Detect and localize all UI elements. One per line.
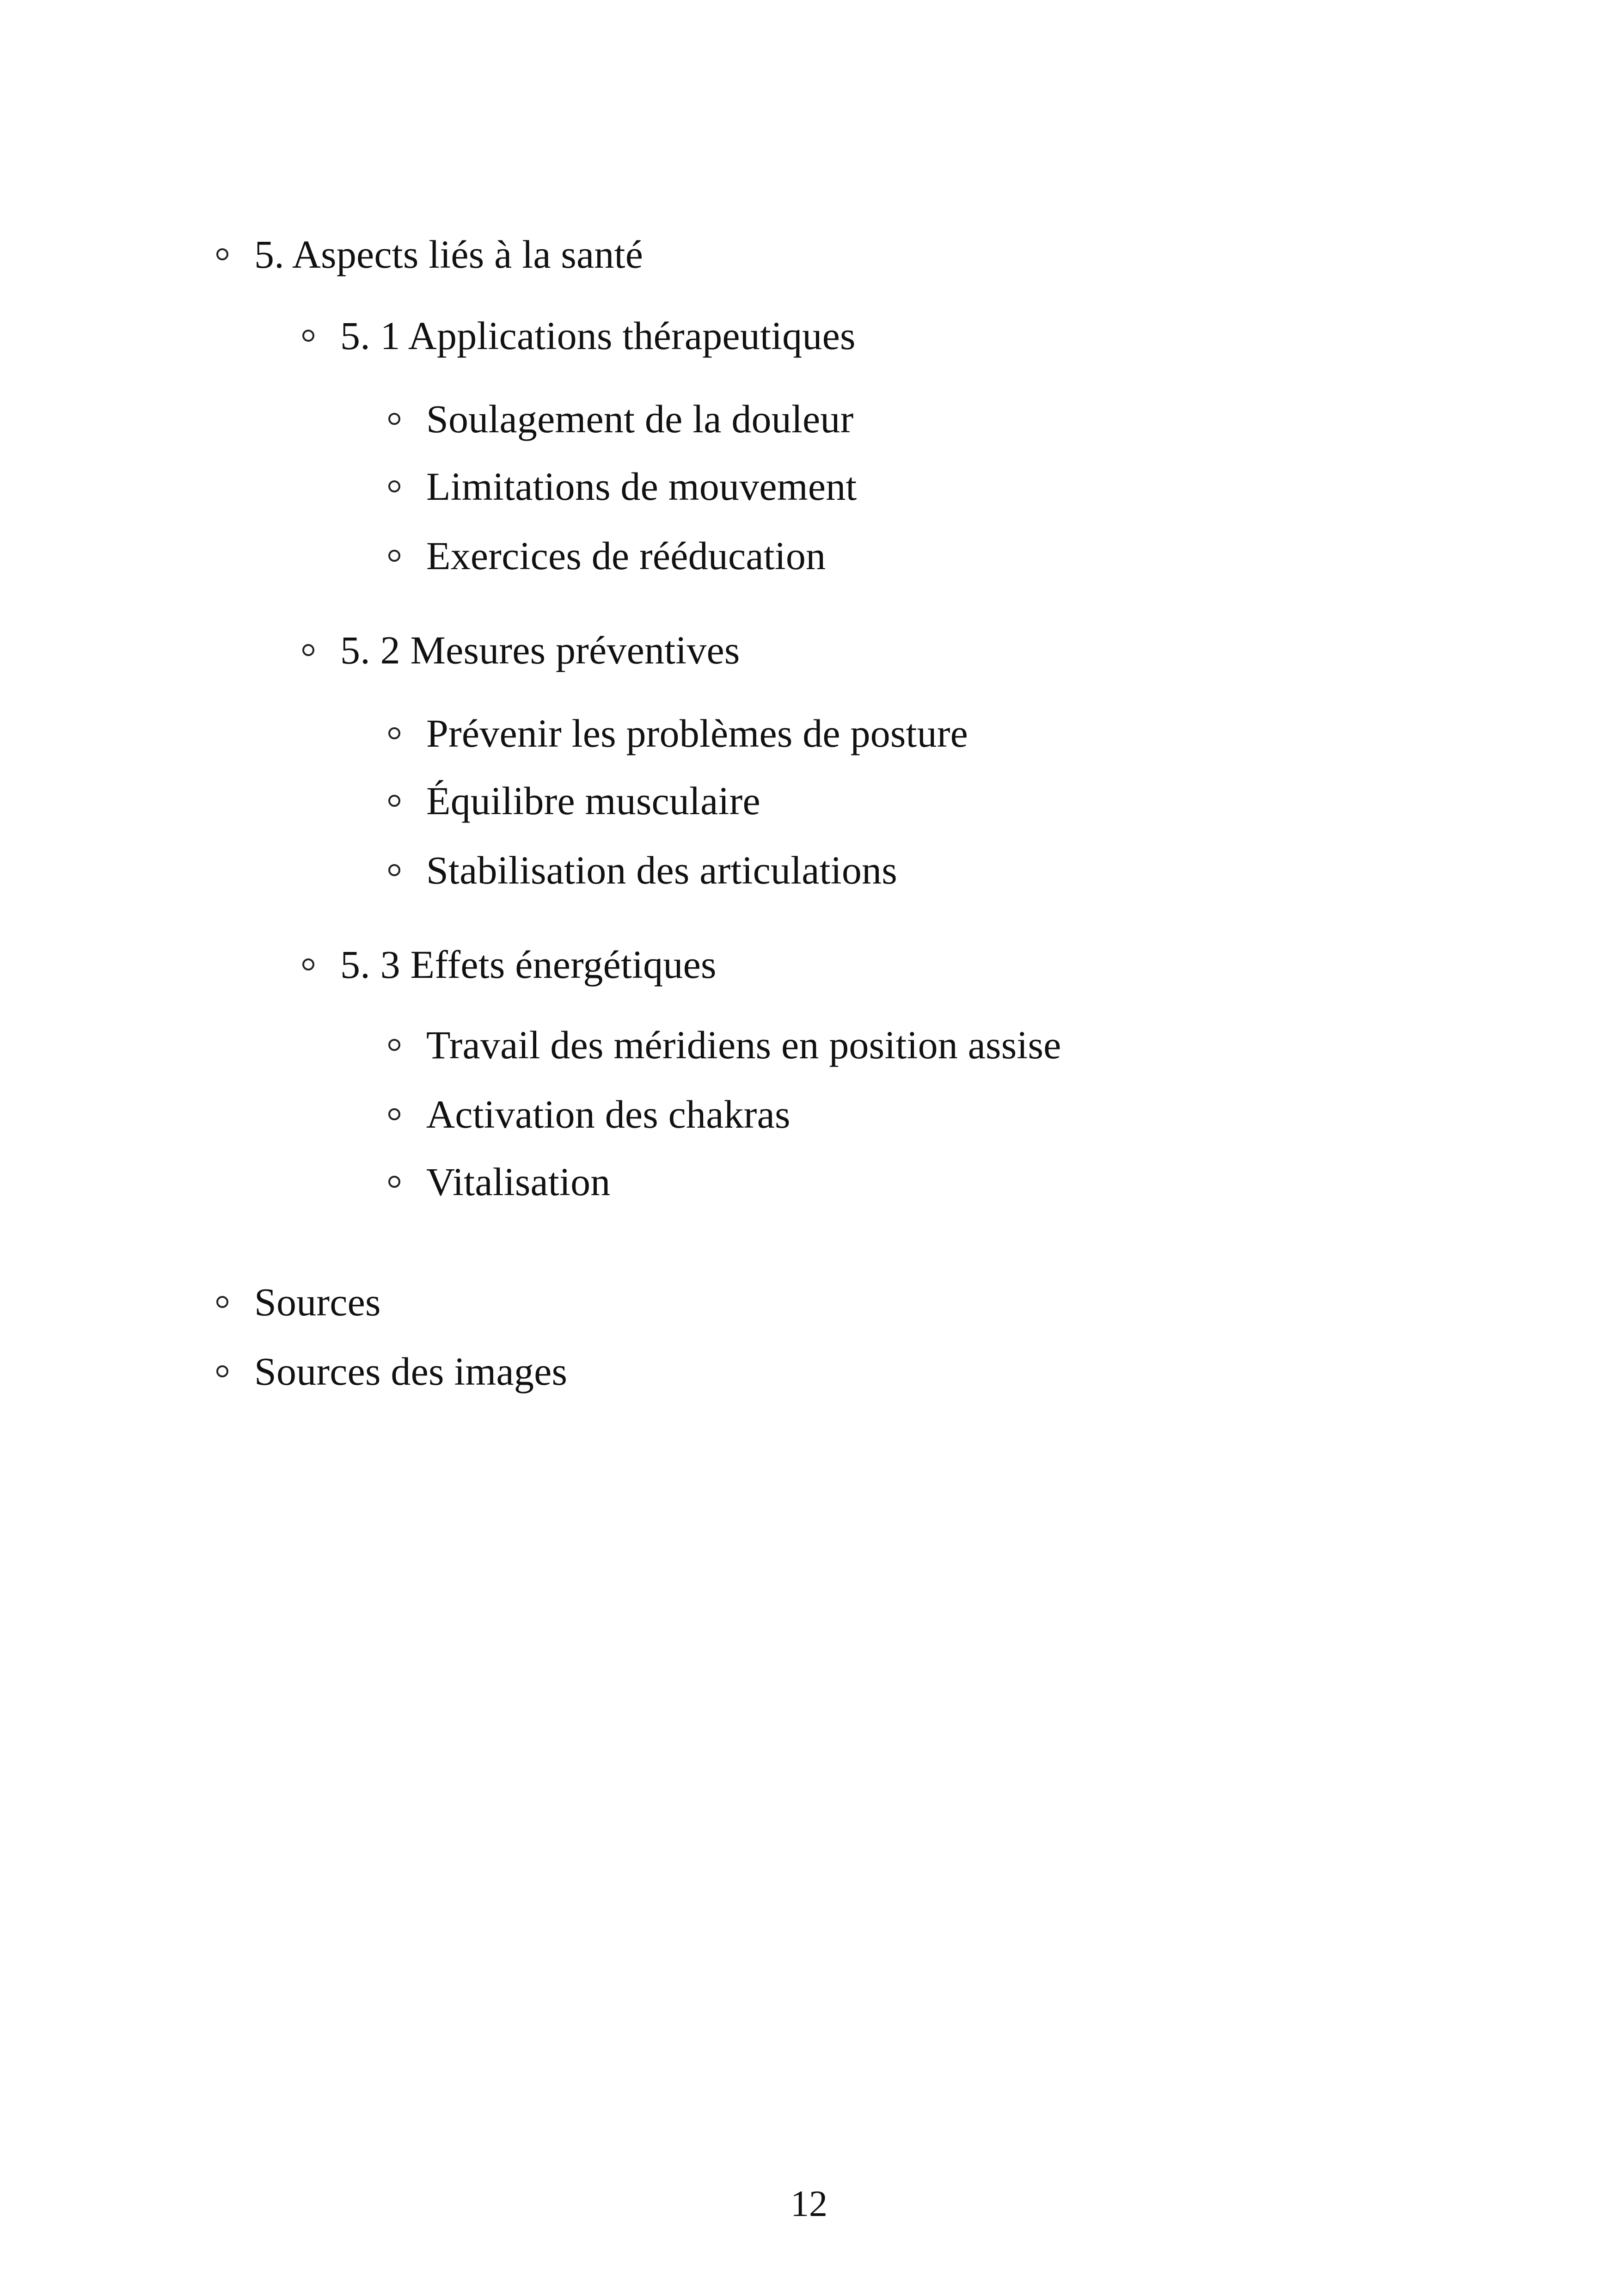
circle-bullet-icon bbox=[216, 1365, 228, 1377]
outline-list-item bbox=[388, 842, 897, 898]
circle-bullet-icon bbox=[302, 644, 314, 656]
outline-item-label: Stabilisation des articulations bbox=[426, 848, 897, 892]
circle-bullet-icon bbox=[302, 958, 314, 970]
circle-bullet-icon bbox=[216, 248, 228, 260]
outline-list-item bbox=[388, 459, 857, 514]
circle-bullet-icon bbox=[216, 1296, 228, 1308]
circle-bullet-icon bbox=[388, 1039, 400, 1051]
circle-bullet-icon bbox=[388, 1108, 400, 1120]
outline-item-image-sources bbox=[216, 1344, 567, 1399]
outline-list-item bbox=[388, 1017, 1061, 1073]
outline-item-label: Équilibre musculaire bbox=[426, 779, 760, 823]
outline-item-label: Prévenir les problèmes de posture bbox=[426, 711, 968, 755]
outline-item-section-5 bbox=[216, 227, 643, 282]
outline-item-section-5-1 bbox=[302, 308, 856, 363]
circle-bullet-icon bbox=[388, 727, 400, 739]
outline-item-section-5-2 bbox=[302, 622, 740, 678]
circle-bullet-icon bbox=[388, 413, 400, 425]
outline-list-item bbox=[388, 773, 760, 829]
outline-list-item bbox=[388, 1087, 791, 1142]
outline-item-label: Activation des chakras bbox=[426, 1092, 791, 1136]
outline-item-label: 5. 1 Applications thérapeutiques bbox=[340, 313, 856, 358]
outline-item-label: Soulagement de la douleur bbox=[426, 397, 854, 441]
outline-item-label: Exercices de rééducation bbox=[426, 534, 826, 578]
circle-bullet-icon bbox=[388, 480, 400, 492]
outline-item-label: 5. Aspects liés à la santé bbox=[254, 232, 644, 276]
circle-bullet-icon bbox=[388, 795, 400, 807]
outline-item-label: Limitations de mouvement bbox=[426, 464, 857, 509]
circle-bullet-icon bbox=[388, 864, 400, 876]
outline-list-item bbox=[388, 706, 968, 761]
outline-item-label: Travail des méridiens en position assise bbox=[426, 1023, 1061, 1067]
page-number: 12 bbox=[791, 2184, 827, 2224]
outline-item-label: Sources des images bbox=[254, 1349, 568, 1394]
circle-bullet-icon bbox=[388, 550, 400, 562]
outline-item-label: Sources bbox=[254, 1280, 381, 1324]
circle-bullet-icon bbox=[388, 1176, 400, 1188]
outline-item-label: 5. 3 Effets énergétiques bbox=[340, 942, 717, 987]
outline-list-item bbox=[388, 528, 826, 583]
outline-item-label: 5. 2 Mesures préventives bbox=[340, 628, 740, 672]
circle-bullet-icon bbox=[302, 330, 314, 342]
outline-list-item bbox=[388, 391, 853, 447]
outline-item-label: Vitalisation bbox=[426, 1160, 611, 1204]
outline-item-sources bbox=[216, 1274, 381, 1330]
outline-list-item bbox=[388, 1154, 611, 1209]
outline-item-section-5-3 bbox=[302, 937, 717, 992]
